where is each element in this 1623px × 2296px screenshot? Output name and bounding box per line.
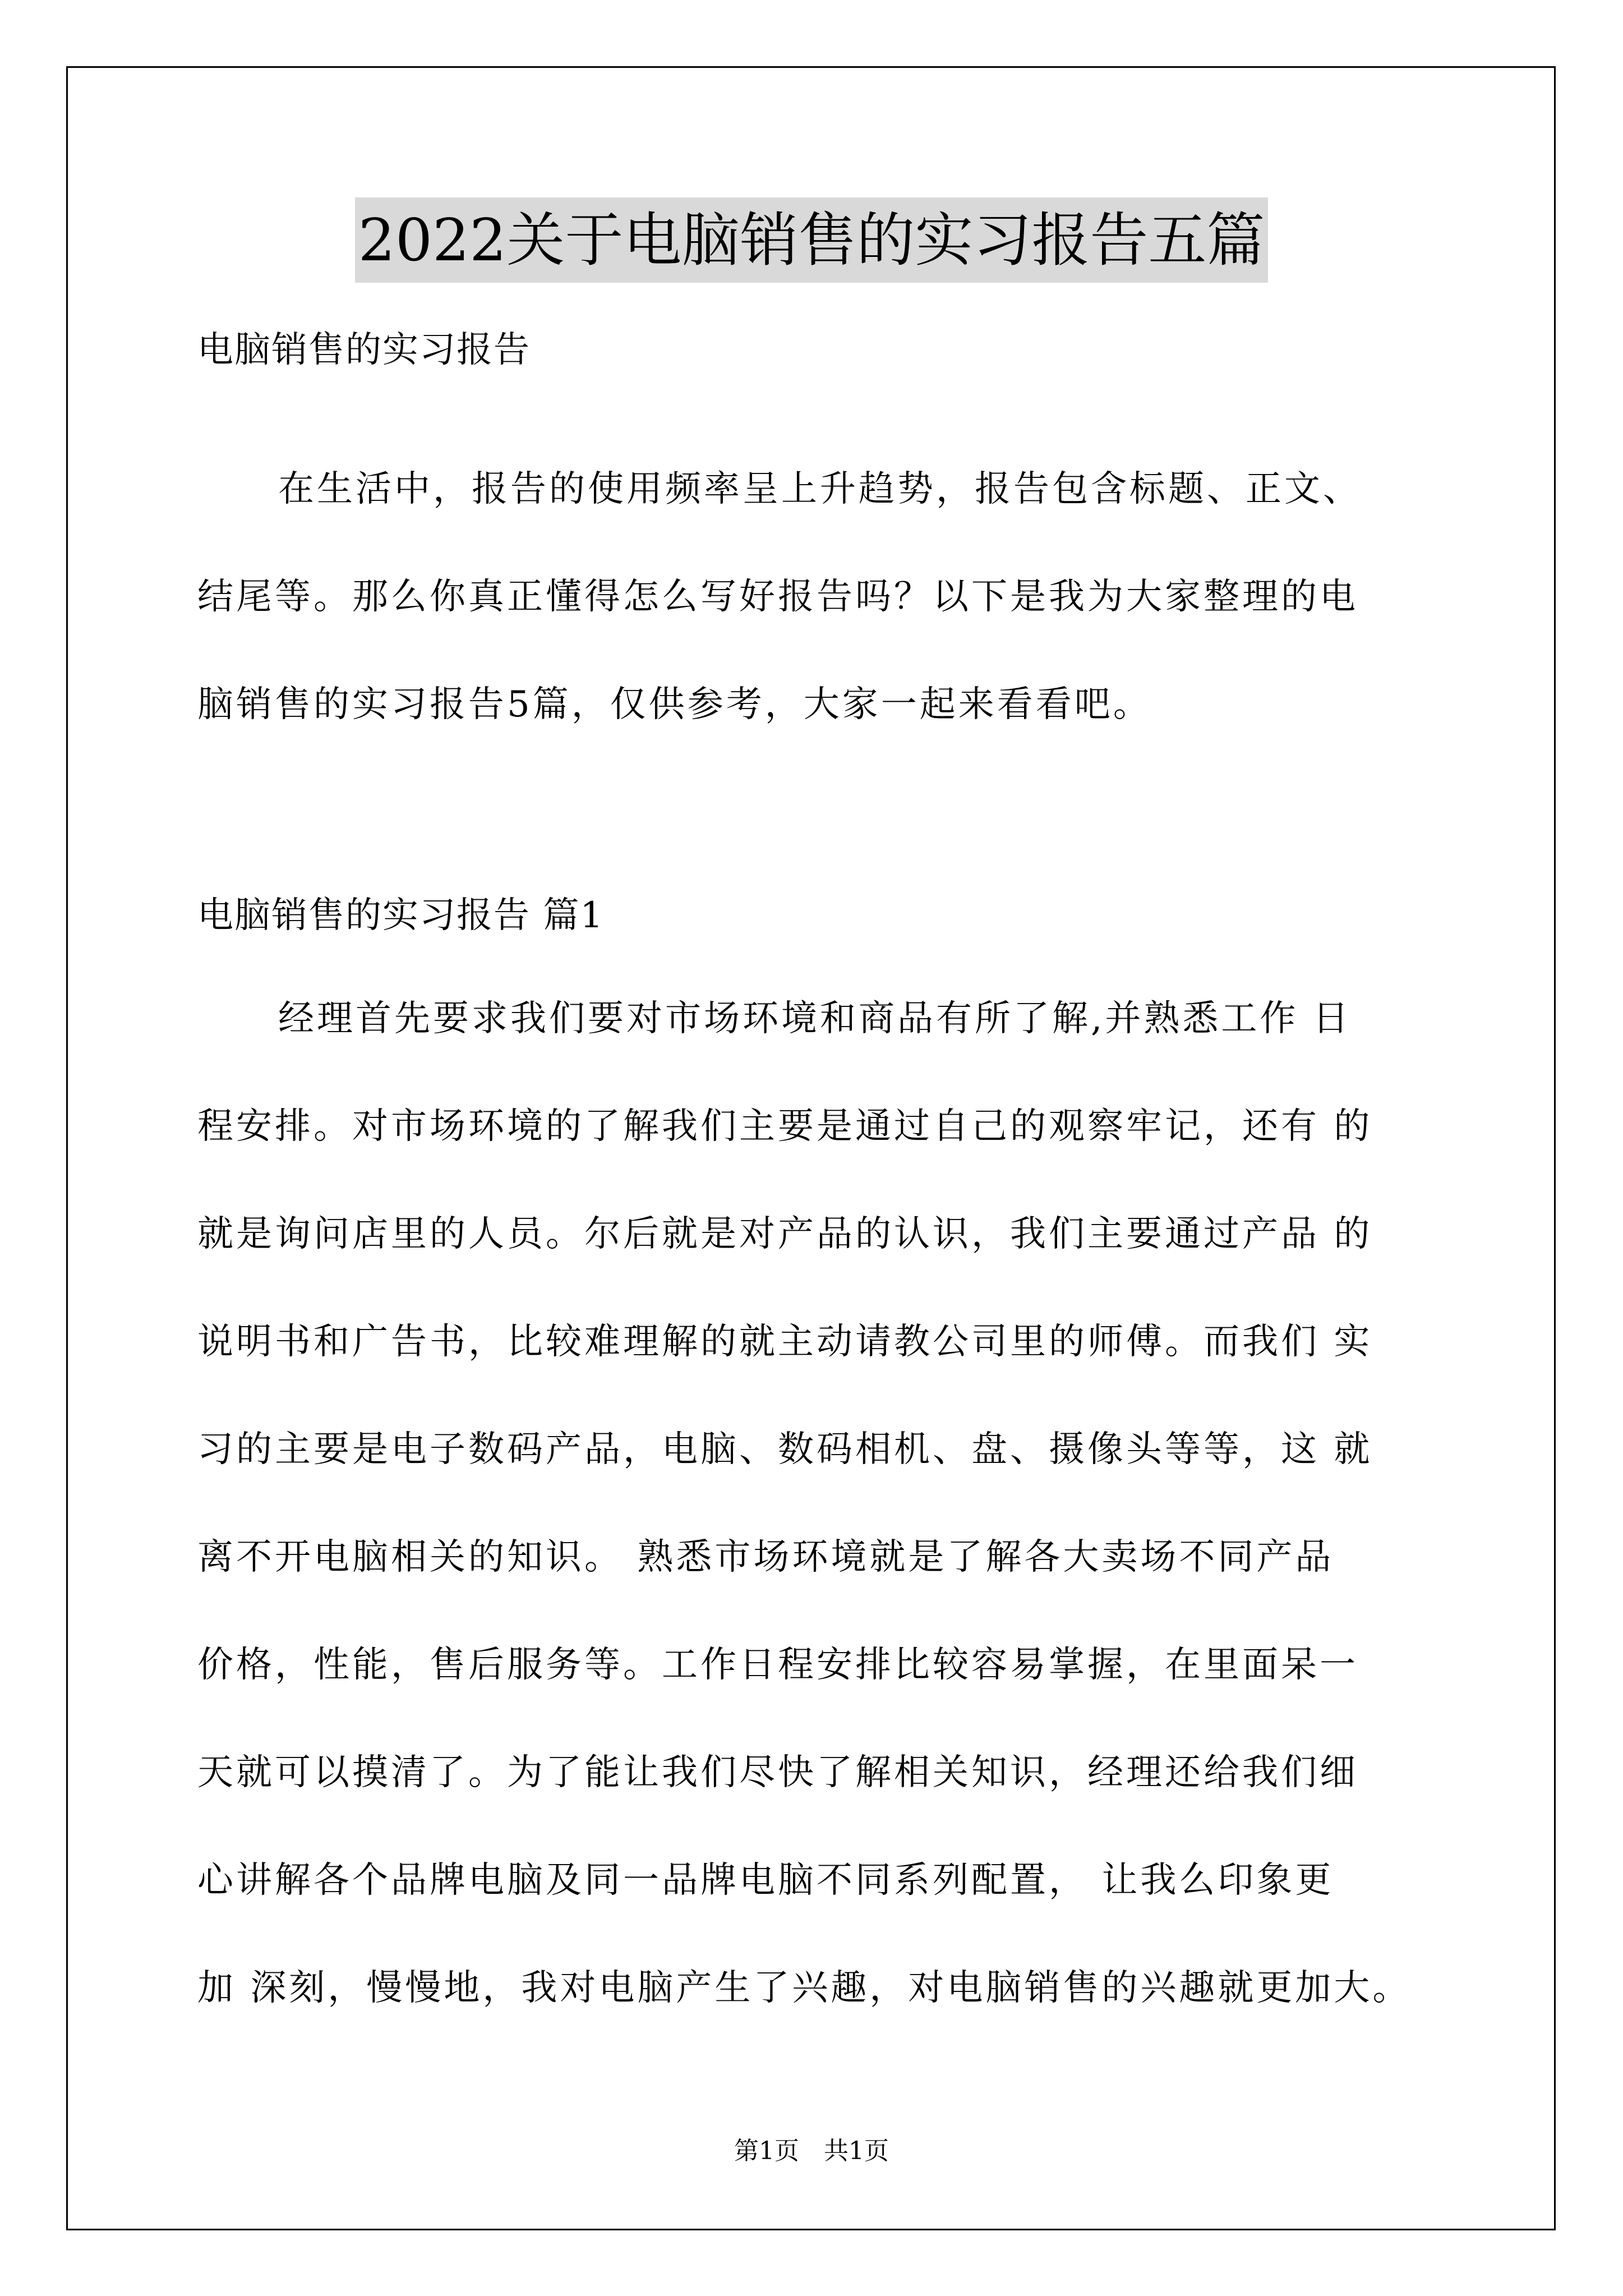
section-1-line-10: 加 深刻，慢慢地，我对电脑产生了兴趣，对电脑销售的兴趣就更加大。 [197,1967,1412,2009]
section-1-line-6: 离不开电脑相关的知识。 熟悉市场环境就是了解各大卖场不同产品 [197,1536,1334,1578]
section-1-line-5: 习的主要是电子数码产品，电脑、数码相机、盘、摄像头等等，这 就 [197,1429,1373,1470]
intro-heading: 电脑销售的实习报告 [197,329,531,371]
intro-line-3: 脑销售的实习报告5篇，仅供参考，大家一起来看看吧。 [197,684,1152,725]
intro-line-1: 在生活中，报告的使用频率呈上升趋势，报告包含标题、正文、 [278,468,1362,510]
intro-line-2: 结尾等。那么你真正懂得怎么写好报告吗？以下是我为大家整理的电 [197,576,1358,618]
section-1-line-8: 天就可以摸清了。为了能让我们尽快了解相关知识，经理还给我们细 [197,1752,1358,1793]
section-1-line-9: 心讲解各个品牌电脑及同一品牌电脑不同系列配置， 让我么印象更 [197,1860,1334,1901]
page-footer: 第1页 共1页 [734,2137,889,2165]
section-1-line-3: 就是询问店里的人员。尔后就是对产品的认识，我们主要通过产品 的 [197,1213,1373,1255]
section-1-line-7: 价格，性能，售后服务等。工作日程安排比较容易掌握，在里面呆一 [197,1644,1358,1686]
section-1-line-2: 程安排。对市场环境的了解我们主要是通过自己的观察牢记，还有 的 [197,1106,1373,1147]
title-container [0,197,1623,283]
section-1-line-1: 经理首先要求我们要对市场环境和商品有所了解,并熟悉工作 日 [278,998,1352,1039]
section-1-line-4: 说明书和广告书，比较难理解的就主动请教公司里的师傅。而我们 实 [197,1321,1373,1363]
section-1-heading: 电脑销售的实习报告 篇1 [197,895,605,936]
document-title: 2022关于电脑销售的实习报告五篇 [355,197,1269,283]
